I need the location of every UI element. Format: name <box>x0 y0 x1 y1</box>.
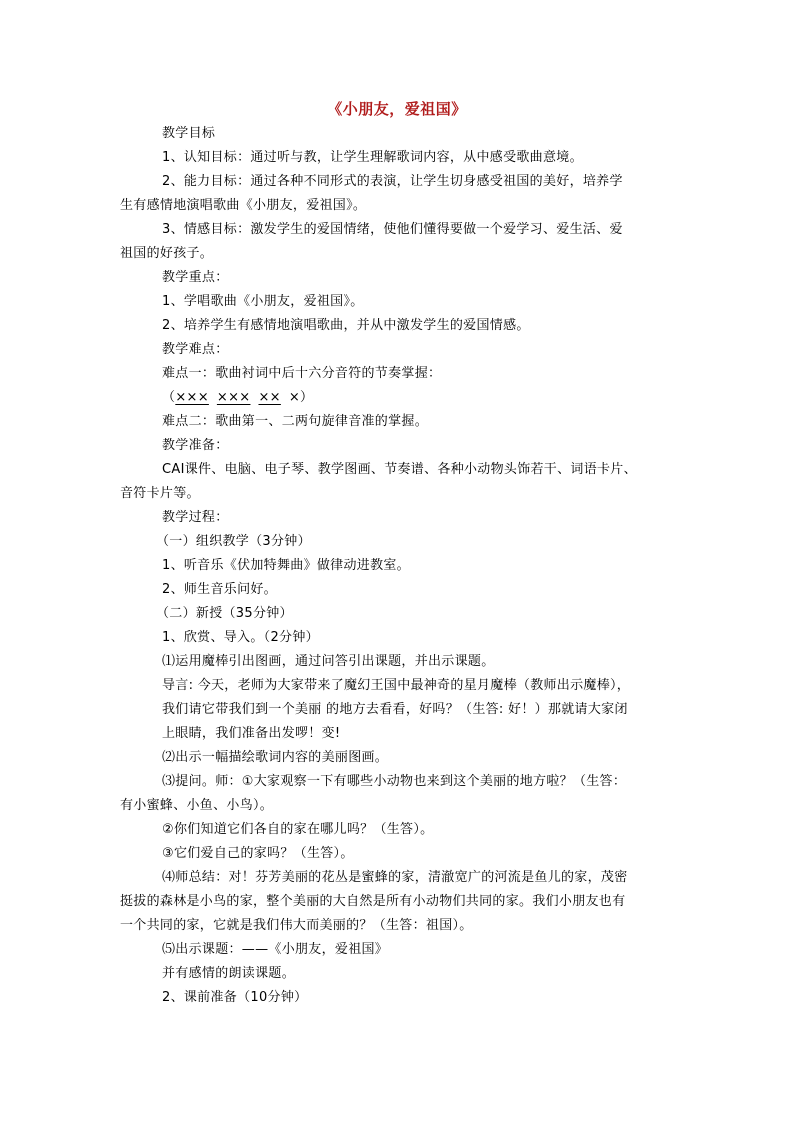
text-line: 有小蜜蜂、小鱼、小鸟）。 <box>120 798 274 813</box>
rhythm-tail: ×） <box>288 390 314 405</box>
text-line: ⑶提问。师：①大家观察一下有哪些小动物也来到这个美丽的地方啦？（生答： <box>162 774 627 789</box>
rhythm-group: ×× <box>258 390 281 405</box>
text-line: 教学过程： <box>162 510 229 525</box>
document-title: 《小朋友，爱祖国》 <box>327 100 467 118</box>
text-line: 教学重点： <box>162 270 229 285</box>
text-line: ②你们知道它们各自的家在哪儿吗？（生答）。 <box>162 822 434 837</box>
text-line: 挺拔的森林是小鸟的家，整个美丽的大自然是所有小动物们共同的家。我们小朋友也有 <box>120 894 626 909</box>
text-line: 导言: 今天，老师为大家带来了魔幻王国中最神奇的星月魔棒（教师出示魔棒）， <box>162 678 631 693</box>
text-line: 1、认知目标：通过听与教，让学生理解歌词内容，从中感受歌曲意境。 <box>162 150 583 165</box>
text-line: ③它们爱自己的家吗？（生答）。 <box>162 846 354 861</box>
text-line: 教学目标 <box>162 126 216 141</box>
rhythm-group: ××× <box>216 390 251 405</box>
rhythm-group: ××× <box>175 390 209 405</box>
rhythm-notation <box>162 390 313 406</box>
text-line: 1、学唱歌曲《小朋友，爱祖国》。 <box>162 294 364 309</box>
text-line: 难点一：歌曲衬词中后十六分音符的节奏掌握： <box>162 366 442 381</box>
text-line: CAI课件、电脑、电子琴、教学图画、节奏谱、各种小动物头饰若干、词语卡片、 <box>162 462 637 477</box>
text-line: 2、课前准备（10分钟） <box>162 990 308 1005</box>
text-line: 2、能力目标：通过各种不同形式的表演，让学生切身感受祖国的美好，培养学 <box>162 174 623 189</box>
text-line: 3、情感目标：激发学生的爱国情绪，使他们懂得要做一个爱学习、爱生活、爱 <box>162 222 623 237</box>
text-line: ⑴运用魔棒引出图画，通过问答引出课题，并出示课题。 <box>162 654 495 669</box>
text-line: ⑸出示课题：——《小朋友，爱祖国》 <box>162 942 389 957</box>
text-line: 2、培养学生有感情地演唱歌曲，并从中激发学生的爱国情感。 <box>162 318 530 333</box>
text-line: 一个共同的家，它就是我们伟大而美丽的？（生答：祖国）。 <box>120 918 473 933</box>
text-line: ⑵出示一幅描绘歌词内容的美丽图画。 <box>162 750 389 765</box>
text-line: 上眼睛，我们准备出发啰！变! <box>162 726 341 741</box>
text-line: （一）组织教学（3分钟） <box>156 534 311 549</box>
text-line: 我们请它带我们到一个美丽 的地方去看看，好吗？（生答: 好！）那就请大家闭 <box>162 702 628 717</box>
rhythm-open: （ <box>162 390 176 405</box>
text-line: （二）新授（35分钟） <box>156 606 293 621</box>
text-line: ⑷师总结：对！芬芳美丽的花丛是蜜蜂的家，清澈宽广的河流是鱼儿的家，茂密 <box>162 870 628 885</box>
text-line: 教学准备： <box>162 438 229 453</box>
text-line: 生有感情地演唱歌曲《小朋友，爱祖国》。 <box>120 198 367 213</box>
text-line: 2、师生音乐问好。 <box>162 582 277 597</box>
text-line: 音符卡片等。 <box>120 486 200 501</box>
text-line: 并有感情的朗读课题。 <box>162 966 296 981</box>
text-line: 祖国的好孩子。 <box>120 246 214 261</box>
text-line: 1、听音乐《伏加特舞曲》做律动进教室。 <box>162 558 410 573</box>
text-line: 难点二：歌曲第一、二两句旋律音准的掌握。 <box>162 414 429 429</box>
text-line: 教学难点： <box>162 342 229 357</box>
text-line: 1、欣赏、导入。（2分钟） <box>162 630 319 645</box>
